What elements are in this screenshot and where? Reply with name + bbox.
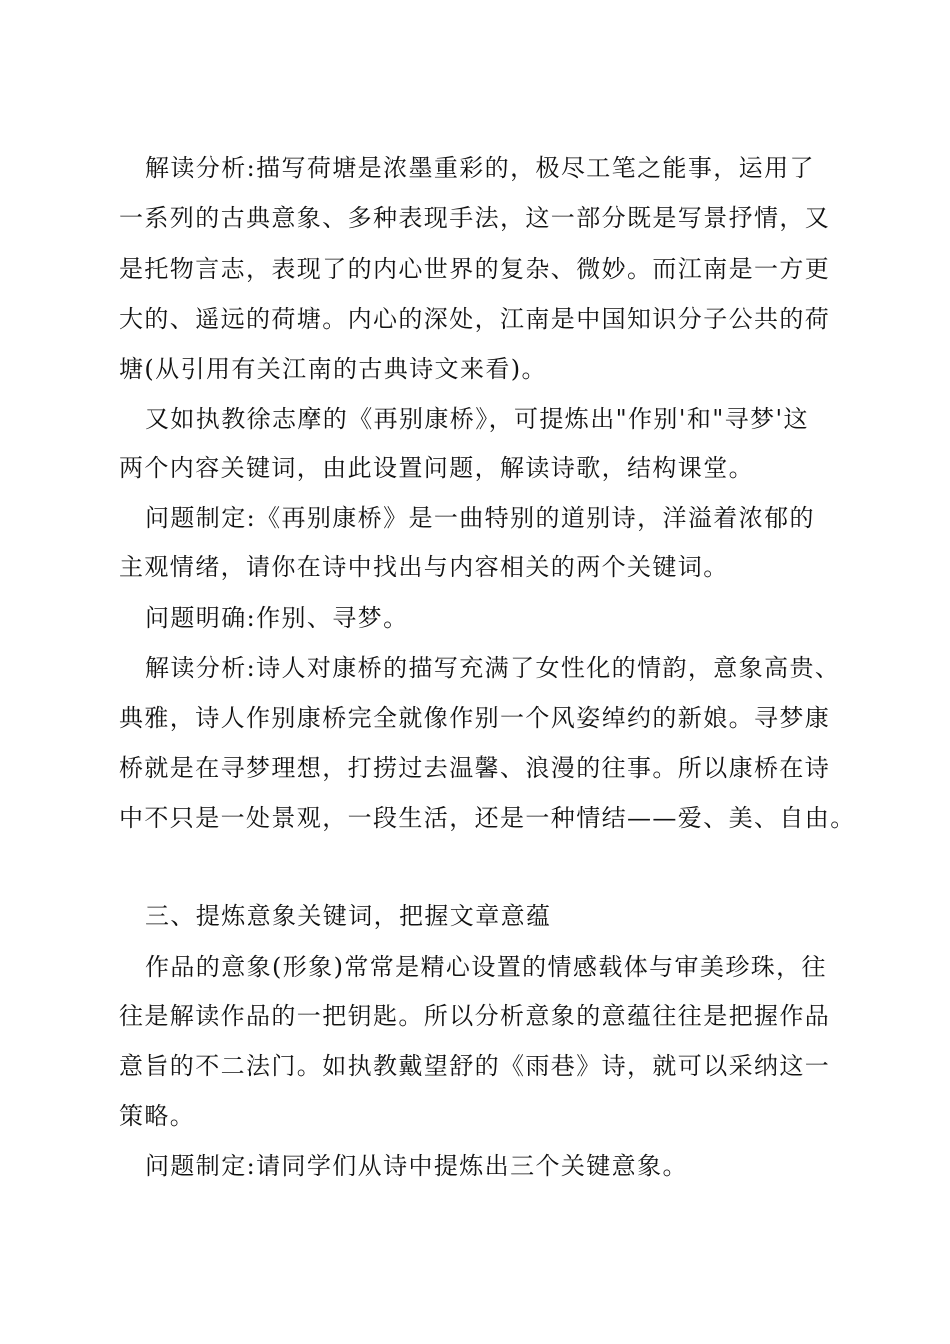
section-heading: 三、提炼意象关键词，把握文章意蕴	[145, 902, 552, 930]
paragraph-line: 又如执教徐志摩的《再别康桥》，可提炼出"作别'和"寻梦'这	[145, 405, 809, 433]
paragraph-line: 中不只是一处景观，一段生活，还是一种情结——爱、美、自由。	[119, 804, 856, 832]
paragraph-line: 解读分析:诗人对康桥的描写充满了女性化的情韵，意象高贵、	[145, 654, 841, 682]
paragraph-line: 大的、遥远的荷塘。内心的深处，江南是中国知识分子公共的荷	[119, 305, 831, 333]
paragraph-line: 问题制定:请同学们从诗中提炼出三个关键意象。	[145, 1152, 688, 1180]
paragraph-line: 塘(从引用有关江南的古典诗文来看)。	[119, 355, 547, 383]
paragraph-line: 主观情绪，请你在诗中找出与内容相关的两个关键词。	[119, 553, 729, 581]
paragraph-line: 解读分析:描写荷塘是浓墨重彩的，极尽工笔之能事，运用了	[145, 154, 815, 182]
paragraph-line: 典雅，诗人作别康桥完全就像作别一个风姿绰约的新娘。寻梦康	[119, 704, 831, 732]
paragraph-line: 一系列的古典意象、多种表现手法，这一部分既是写景抒情，又	[119, 204, 831, 232]
paragraph-line: 桥就是在寻梦理想，打捞过去温馨、浪漫的往事。所以康桥在诗	[119, 754, 831, 782]
paragraph-line: 问题制定:《再别康桥》是一曲特别的道别诗，洋溢着浓郁的	[145, 504, 815, 532]
paragraph-line: 往是解读作品的一把钥匙。所以分析意象的意蕴往往是把握作品	[119, 1002, 831, 1030]
paragraph-line: 是托物言志，表现了的内心世界的复杂、微妙。而江南是一方更	[119, 255, 831, 283]
paragraph-line: 两个内容关键词，由此设置问题，解读诗歌，结构课堂。	[119, 454, 754, 482]
paragraph-line: 策略。	[119, 1102, 196, 1130]
paragraph-line: 问题明确:作别、寻梦。	[145, 604, 409, 632]
paragraph-line: 作品的意象(形象)常常是精心设置的情感载体与审美珍珠，往	[145, 953, 827, 981]
paragraph-line: 意旨的不二法门。如执教戴望舒的《雨巷》诗，就可以采纳这一	[119, 1052, 831, 1080]
